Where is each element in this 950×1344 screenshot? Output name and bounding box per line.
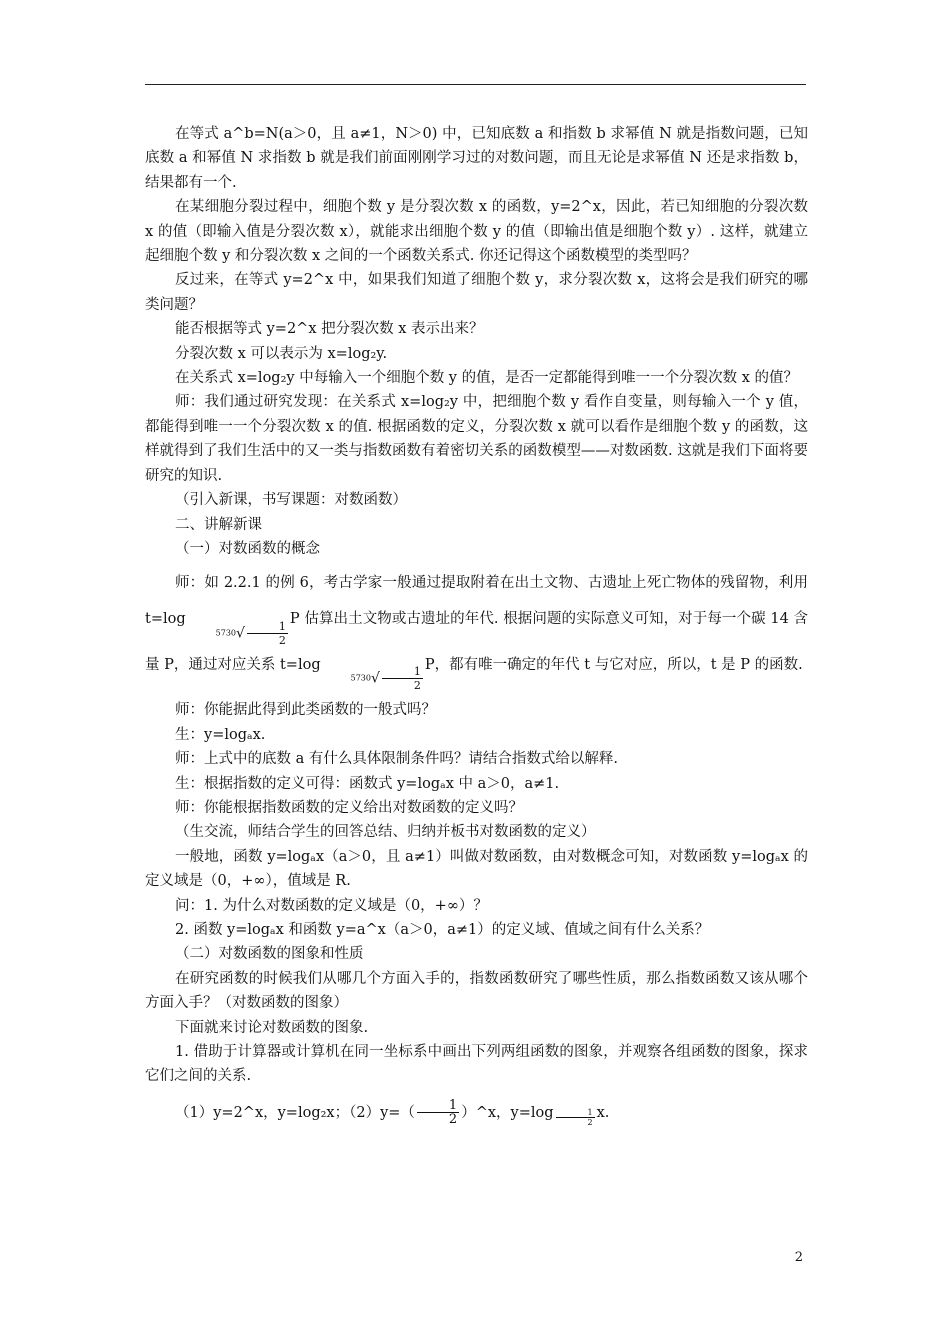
paragraph: 在等式 a^b=N(a＞0，且 a≠1，N＞0) 中，已知底数 a 和指数 b 求幂值 N 就是指数问题，已知底数 a 和幂值 N 求指数 b 就是我们前面刚刚学习过的对数问题，而且无论是求幂值 N 还是求指数 b，结果都有一个. bbox=[145, 126, 808, 191]
paragraph: （引入新课，书写课题：对数函数） bbox=[175, 492, 407, 509]
paragraph: 生：y=logₐx. bbox=[175, 726, 266, 743]
paragraph: 师：上式中的底数 a 有什么具体限制条件吗？请结合指数式给以解释. bbox=[175, 751, 618, 768]
fraction-numerator: 1 bbox=[247, 620, 288, 634]
paragraph-carbon bbox=[145, 565, 808, 692]
paragraph: 下面就来讨论对数函数的图象. bbox=[175, 1019, 369, 1036]
text-run: （1）y=2^x，y=log₂x；（2）y=（ bbox=[175, 1104, 415, 1121]
paragraph: 师：我们通过研究发现：在关系式 x=log₂y 中，把细胞个数 y 看作自变量，则每输入一个 y 值，都能得到唯一一个分裂次数 x 的值. 根据函数的定义，分裂次数 x 就可以看作是细胞个数 y 的函数，这样就得到了我们生活中的又一类与指数函数有着密切关系的函数模型——对数函数. 这就是我们下面将要研究的知识. bbox=[145, 394, 808, 484]
subsection-heading: （一）对数函数的概念 bbox=[175, 540, 320, 557]
paragraph: （生交流，师结合学生的回答总结、归纳并板书对数函数的定义） bbox=[175, 824, 596, 841]
log-base-5730 bbox=[321, 665, 425, 692]
paragraph: 分裂次数 x 可以表示为 x=log₂y. bbox=[175, 345, 388, 362]
paragraph: 问：1. 为什么对数函数的定义域是（0，+∞）？ bbox=[175, 897, 488, 914]
paragraph: 反过来，在等式 y=2^x 中，如果我们知道了细胞个数 y，求分裂次数 x，这将会是我们研究的哪类问题？ bbox=[145, 272, 808, 313]
paragraph: 2. 函数 y=logₐx 和函数 y=a^x（a＞0，a≠1）的定义域、值域之间有什么关系？ bbox=[175, 921, 710, 938]
paragraph: 一般地，函数 y=logₐx（a＞0，且 a≠1）叫做对数函数，由对数概念可知，对数函数 y=logₐx 的定义域是（0，+∞），值域是 R. bbox=[145, 848, 808, 890]
paragraph: 在研究函数的时候我们从哪几个方面入手的，指数函数研究了哪些性质，那么指数函数又该从哪个方面入手？（对数函数的图象） bbox=[145, 970, 808, 1012]
log-base-value: 5730 bbox=[215, 628, 236, 638]
fraction-numerator: 1 bbox=[417, 1099, 459, 1113]
subsection-heading: （二）对数函数的图象和性质 bbox=[175, 946, 364, 963]
fraction bbox=[247, 620, 288, 647]
text-run: ）^x，y=log bbox=[461, 1104, 554, 1121]
fraction-denominator: 2 bbox=[278, 633, 286, 647]
section-heading: 二、讲解新课 bbox=[175, 516, 262, 533]
paragraph: 师：你能据此得到此类函数的一般式吗？ bbox=[175, 702, 436, 719]
page-number: 2 bbox=[794, 1250, 803, 1265]
log-base-value: 5730 bbox=[350, 673, 371, 683]
fraction-denominator: 2 bbox=[413, 679, 421, 693]
paragraph: 1. 借助于计算器或计算机在同一坐标系中画出下列两组函数的图象，并观察各组函数的图象，探求它们之间的关系. bbox=[145, 1044, 808, 1085]
document-body bbox=[145, 122, 808, 1133]
text-run: x. bbox=[596, 1104, 610, 1121]
paragraph-function-pairs bbox=[145, 1093, 808, 1133]
log-base-5730 bbox=[186, 620, 290, 647]
fraction-denominator: 2 bbox=[448, 1112, 458, 1128]
text-run: P 估算出土文物或古遗址的年代. 根据问题的实际意义可知，对于每一个碳 14 含量 P，通过对应关系 t=log bbox=[145, 611, 808, 673]
text-run: P，都有唯一确定的年代 t 与它对应，所以，t 是 P 的函数. bbox=[424, 656, 803, 673]
paragraph: 生：根据指数的定义可得：函数式 y=logₐx 中 a＞0，a≠1. bbox=[175, 775, 560, 792]
fraction bbox=[382, 665, 423, 692]
text-run: 师：如 2.2.1 的例 6，考古学家一般通过提取附着在出土文物、古遗址上死亡物体的残留物，利用 t=log bbox=[145, 575, 808, 628]
fraction bbox=[556, 1108, 595, 1127]
paragraph: 在某细胞分裂过程中，细胞个数 y 是分裂次数 x 的函数，y=2^x，因此，若已知细胞的分裂次数 x 的值（即输入值是分裂次数 x），就能求出细胞个数 y 的值（即输出值是细胞个数 y）. 这样，就建立起细胞个数 y 和分裂次数 x 之间的一个函数关系式. 你还记得这个函数模型的类型吗？ bbox=[145, 199, 808, 265]
fraction-numerator: 1 bbox=[556, 1108, 595, 1118]
header-rule bbox=[145, 84, 806, 85]
paragraph: 能否根据等式 y=2^x 把分裂次数 x 表示出来？ bbox=[175, 321, 484, 338]
sqrt-symbol: √ bbox=[370, 670, 380, 687]
paragraph: 师：你能根据指数函数的定义给出对数函数的定义吗？ bbox=[175, 799, 523, 816]
fraction-numerator: 1 bbox=[382, 665, 423, 679]
fraction bbox=[417, 1099, 459, 1126]
paragraph: 在关系式 x=log₂y 中每输入一个细胞个数 y 的值，是否一定都能得到唯一一个分裂次数 x 的值？ bbox=[175, 370, 799, 387]
fraction-denominator: 2 bbox=[587, 1117, 593, 1127]
sqrt-symbol: √ bbox=[236, 625, 245, 642]
